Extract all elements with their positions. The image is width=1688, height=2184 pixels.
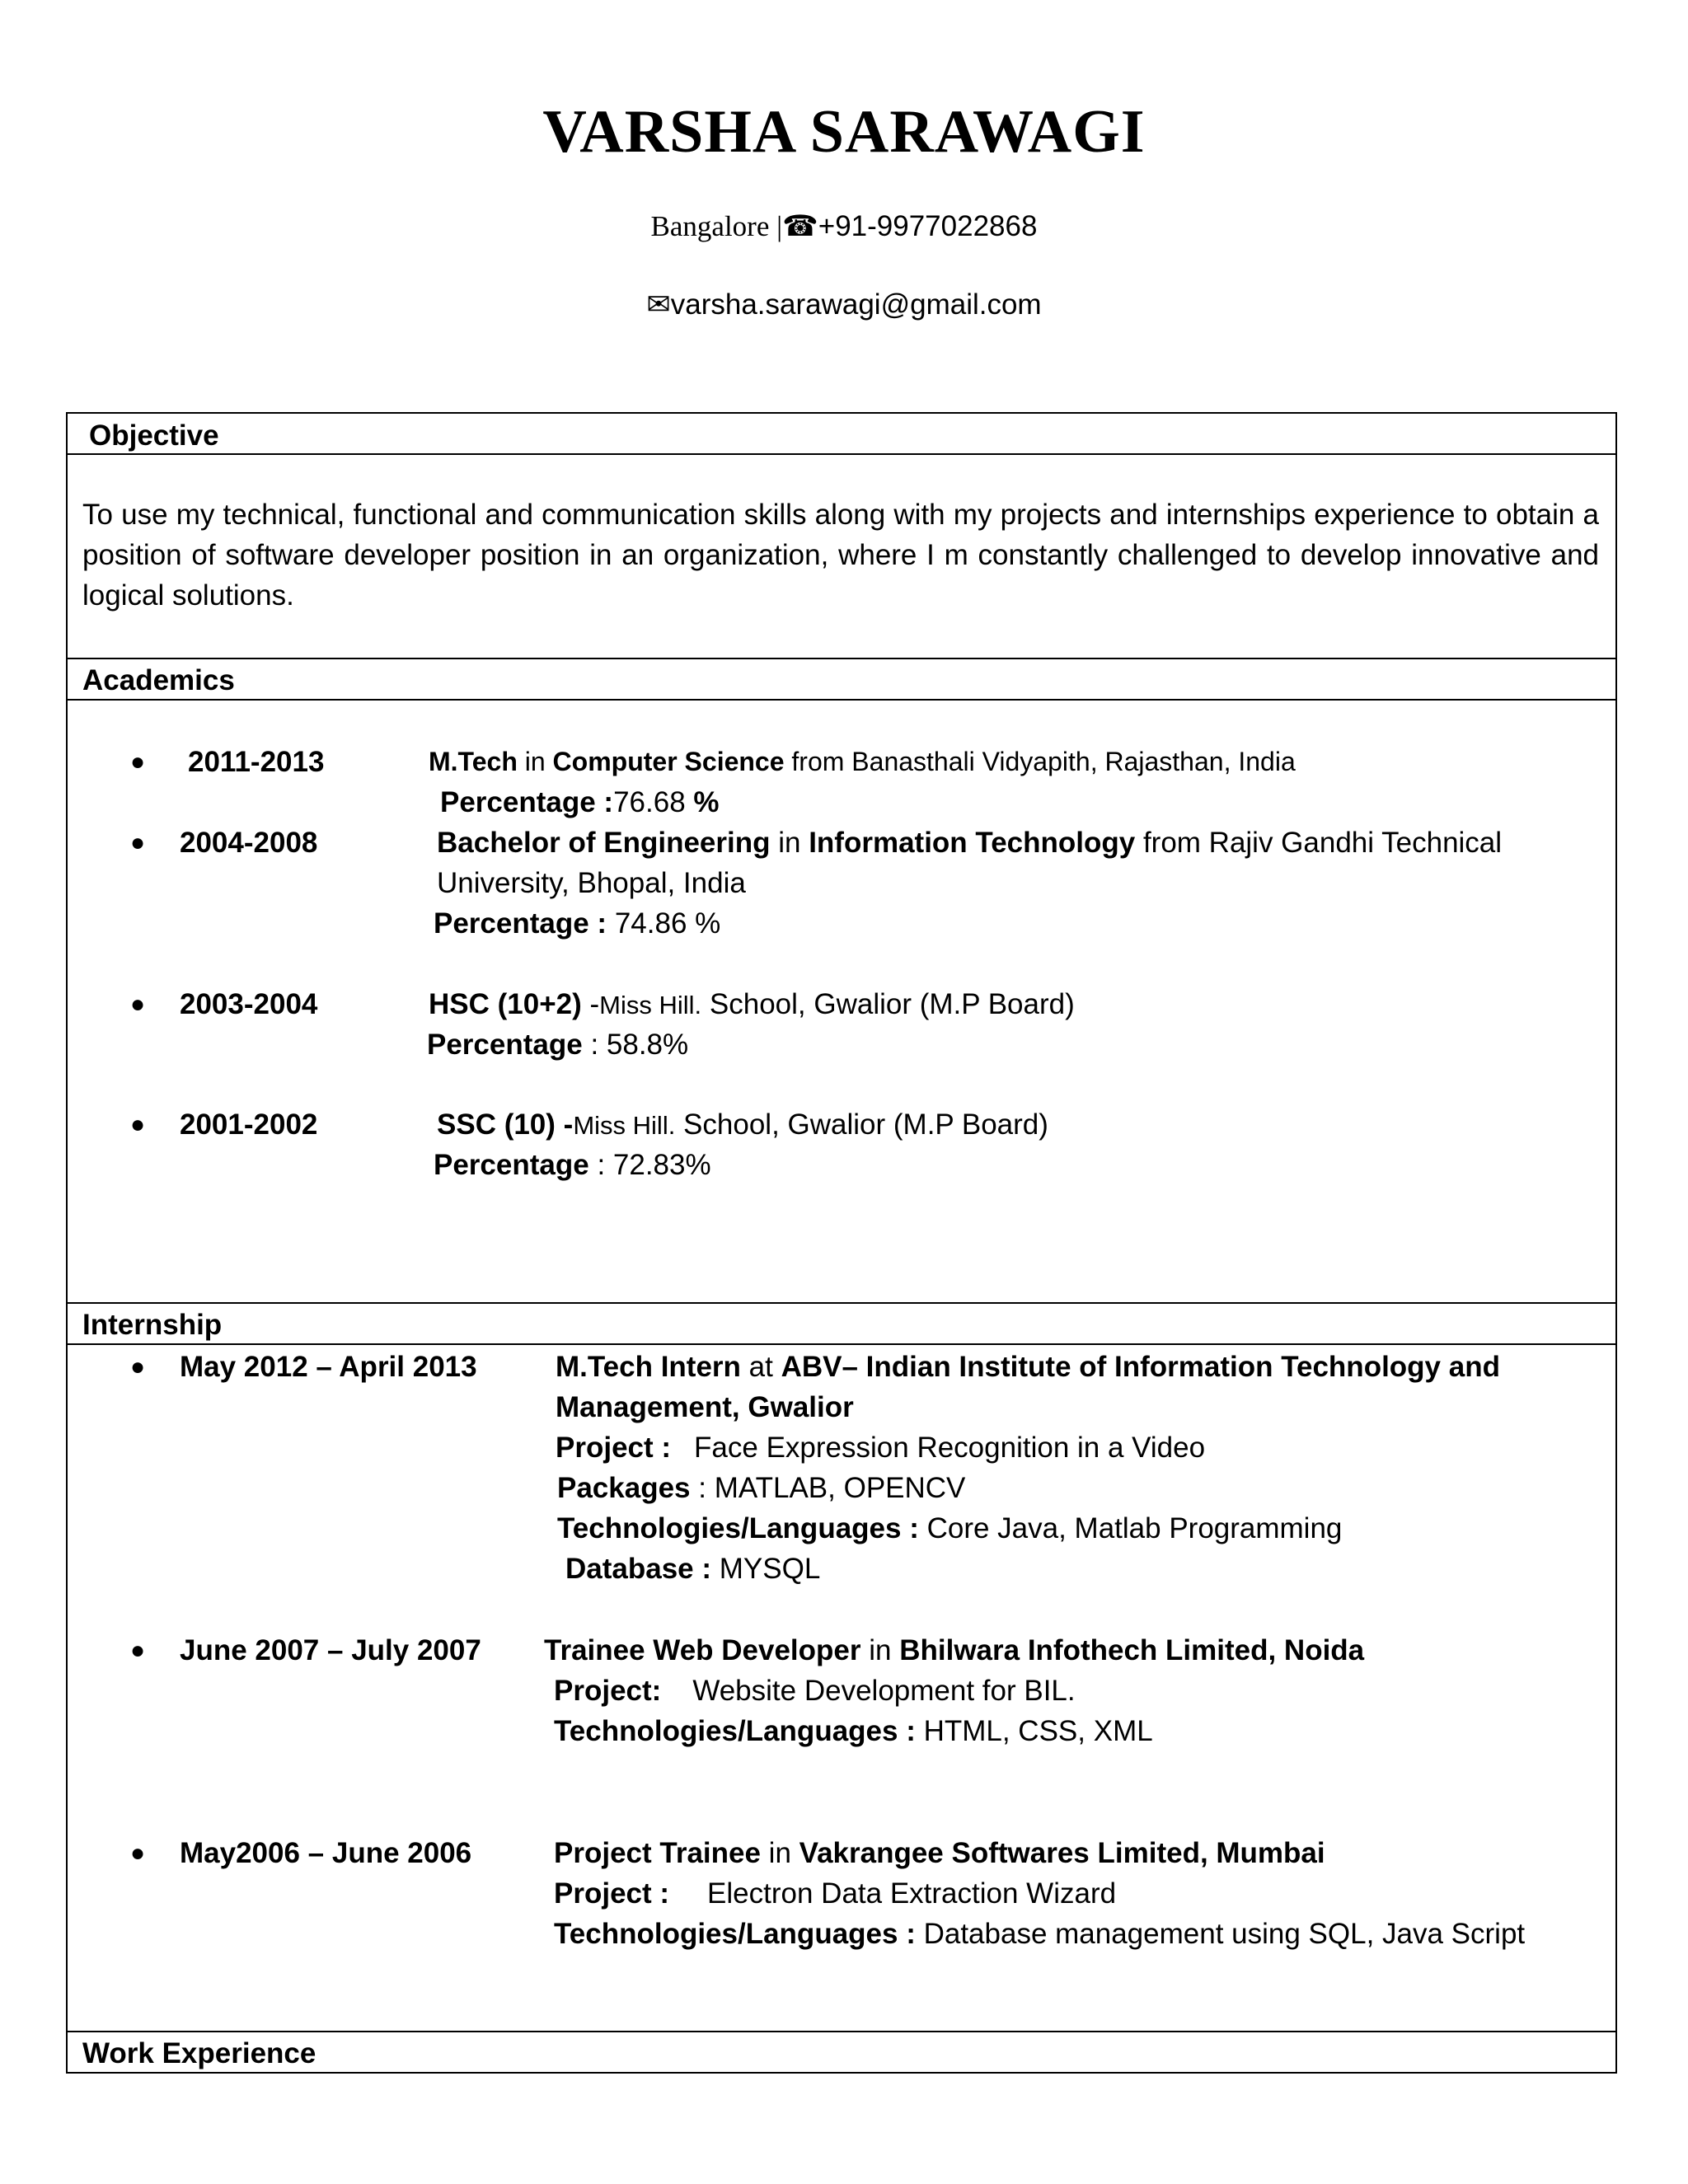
email-address: varsha.sarawagi@gmail.com [670, 288, 1042, 321]
list-bullet: ● [130, 1840, 146, 1867]
academic-degree-line: Bachelor of Engineering in Information Technology from Rajiv Gandhi Technical [437, 827, 1503, 859]
divider [68, 699, 1615, 701]
list-bullet: ● [130, 991, 146, 1018]
list-bullet: ● [130, 1353, 146, 1380]
internship-dates: May 2012 – April 2013 [180, 1351, 477, 1383]
divider [68, 1302, 1615, 1304]
work-experience-title: Work Experience [82, 2037, 316, 2069]
candidate-name: VARSHA SARAWAGI [542, 98, 1146, 166]
academic-percentage: Percentage : 58.8% [427, 1029, 689, 1061]
internship-technologies: Technologies/Languages : Database management using SQL, Java Script [554, 1918, 1526, 1950]
list-bullet: ● [130, 1637, 146, 1664]
internship-title: Internship [82, 1309, 223, 1341]
academic-percentage: Percentage :76.68 % [440, 786, 720, 818]
academic-years: 2001-2002 [180, 1108, 318, 1141]
internship-dates: June 2007 – July 2007 [180, 1634, 481, 1666]
internship-project: Project: Website Development for BIL. [554, 1675, 1076, 1707]
internship-technologies: Technologies/Languages : HTML, CSS, XML [554, 1715, 1153, 1747]
internship-dates: May2006 – June 2006 [180, 1837, 472, 1869]
internship-role-line: Project Trainee in Vakrangee Softwares Limited, Mumbai [554, 1837, 1325, 1869]
divider [68, 1343, 1615, 1345]
academic-percentage: Percentage : 74.86 % [434, 907, 721, 940]
location: Bangalore | [650, 210, 783, 242]
academic-percentage: Percentage : 72.83% [434, 1149, 711, 1181]
internship-packages: Packages : MATLAB, OPENCV [557, 1472, 966, 1504]
divider [68, 658, 1615, 659]
academic-degree-line: HSC (10+2) -Miss Hill. School, Gwalior (M.P Board) [429, 988, 1075, 1020]
academic-years: 2011-2013 [188, 746, 325, 778]
contact-email [0, 288, 1688, 321]
divider [68, 2031, 1615, 2032]
internship-project: Project : Face Expression Recognition in a Video [556, 1432, 1206, 1464]
list-bullet: ● [130, 748, 146, 776]
internship-database: Database : MYSQL [565, 1553, 821, 1585]
internship-org-line-2: Management, Gwalior [556, 1391, 854, 1423]
academic-years: 2004-2008 [180, 827, 318, 859]
academic-degree-line: SSC (10) -Miss Hill. School, Gwalior (M.P Board) [437, 1108, 1048, 1141]
internship-technologies: Technologies/Languages : Core Java, Matlab Programming [557, 1512, 1343, 1544]
divider [68, 453, 1615, 455]
internship-project: Project : Electron Data Extraction Wizard [554, 1877, 1117, 1910]
contact-location-phone [0, 210, 1688, 243]
internship-role-line: M.Tech Intern at ABV– Indian Institute of Information Technology and [556, 1351, 1500, 1383]
resume-frame [66, 412, 1617, 2074]
phone-number: +91-9977022868 [818, 210, 1038, 242]
objective-title: Objective [89, 419, 219, 452]
list-bullet: ● [130, 829, 146, 856]
academic-years: 2003-2004 [180, 988, 318, 1020]
list-bullet: ● [130, 1111, 146, 1138]
internship-role-line: Trainee Web Developer in Bhilwara Infothech Limited, Noida [544, 1634, 1365, 1666]
academic-degree-line: M.Tech in Computer Science from Banasthali Vidyapith, Rajasthan, India [429, 747, 1296, 776]
academic-degree-line-2: University, Bhopal, India [437, 867, 746, 899]
phone-icon: ☎ [782, 210, 818, 242]
envelope-icon: ✉ [646, 288, 671, 321]
academics-title: Academics [82, 664, 235, 696]
objective-text: To use my technical, functional and communication skills along with my projects and internships experience to obtain a position of software developer position in an organization, where I m constantly challenged to develop innovative and logical solutions. [82, 499, 1599, 612]
